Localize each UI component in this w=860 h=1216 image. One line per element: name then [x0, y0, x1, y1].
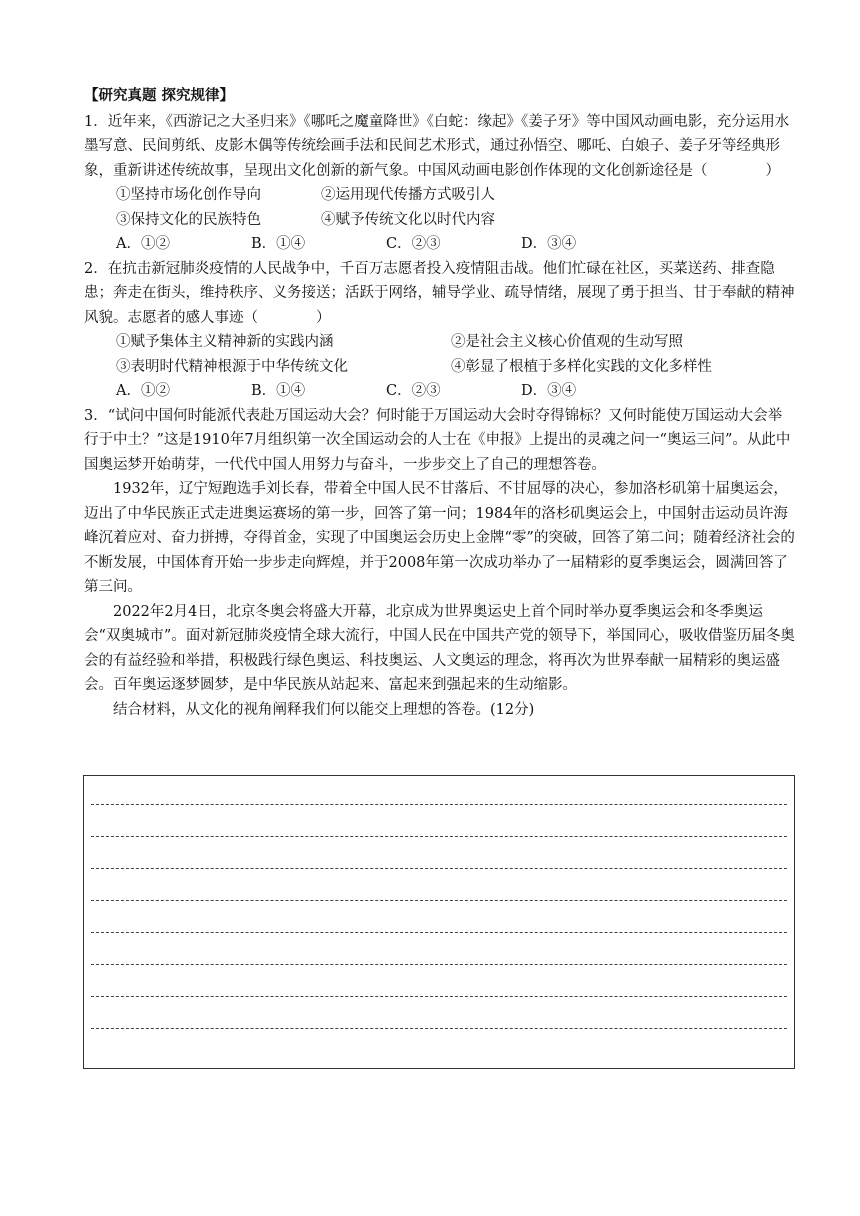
q1-item-2: ②运用现代传播方式吸引人	[321, 187, 495, 203]
q1-choice-c: C．②③	[386, 236, 441, 252]
q2-options-row-1	[84, 330, 796, 355]
q3-material-paragraph-3: 2022年2月4日，北京冬奥会将盛大开幕，北京成为世界奥运史上首个同时举办夏季奥运会和冬季奥运会“双奥城市”。面对新冠肺炎疫情全球大流行，中国人民在中国共产党的领导下，举国同心，吸收借鉴历届冬奥会的有益经验和举措，积极践行绿色奥运、科技奥运、人文奥运的理念，将再次为世界奉献一届精彩的奥运盛会。百年奥运逐梦圆梦，是中华民族从站起来、富起来到强起来的生动缩影。	[84, 603, 795, 693]
q2-item-2: ②是社会主义核心价值观的生动写照	[451, 334, 683, 350]
q2-item-1: ①赋予集体主义精神新的实践内涵	[116, 334, 334, 350]
q1-answer-choices	[84, 232, 796, 257]
answer-line	[91, 900, 787, 901]
q2-choice-b: B．①④	[251, 383, 306, 399]
q1-options-row-2	[84, 208, 796, 233]
q2-item-4: ④彰显了根植于多样化实践的文化多样性	[451, 358, 712, 375]
answer-line	[91, 868, 787, 869]
q2-options-row-2	[84, 355, 796, 380]
q1-choice-b: B．①④	[251, 236, 306, 252]
answer-line	[91, 804, 787, 805]
q2-choice-d: D．③④	[521, 383, 577, 399]
answer-line	[91, 1028, 787, 1029]
answer-box[interactable]	[83, 775, 795, 1069]
q1-item-1: ①坚持市场化创作导向	[116, 187, 261, 203]
q3-material-paragraph-1: 3．“试问中国何时能派代表赴万国运动大会？何时能于万国运动大会时夺得锦标？又何时能使万国运动大会举行于中土？”这是1910年7月组织第一次全国运动会的人士在《申报》上提出的灵魂之问一“奥运三问”。从此中国奥运梦开始萌芽，一代代中国人用努力与奋斗，一步步交上了自己的理想答卷。	[84, 407, 791, 473]
q3-prompt: 结合材料，从文化的视角阐释我们何以能交上理想的答卷。(12分)	[113, 701, 535, 718]
q2-stem: 2．在抗击新冠肺炎疫情的人民战争中，千百万志愿者投入疫情阻击战。他们忙碌在社区，买菜送药、排查隐患；奔走在街头，维持秩序、义务接送；活跃于网络，辅导学业、疏导情绪，展现了勇于担当、甘于奉献的精神风貌。志愿者的感人事迹（ ）	[84, 260, 795, 326]
worksheet	[84, 84, 796, 722]
answer-line	[91, 932, 787, 933]
q2-answer-choices	[84, 379, 796, 404]
answer-line	[91, 964, 787, 965]
q1-item-4: ④赋予传统文化以时代内容	[321, 211, 495, 228]
answer-line	[91, 836, 787, 837]
answer-line	[91, 996, 787, 997]
q2-choice-c: C．②③	[386, 383, 441, 399]
q1-stem: 1．近年来，《西游记之大圣归来》《哪吒之魔童降世》《白蛇：缘起》《姜子牙》等中国风动画电影，充分运用水墨写意、民间剪纸、皮影木偶等传统绘画手法和民间艺术形式，通过孙悟空、哪吒、白娘子、姜子牙等经典形象，重新讲述传统故事，呈现出文化创新的新气象。中国风动画电影创作体现的文化创新途径是（ ）	[84, 113, 790, 179]
q1-choice-d: D．③④	[521, 236, 577, 252]
q2-item-3: ③表明时代精神根源于中华传统文化	[116, 358, 348, 375]
section-title: 【研究真题 探究规律】	[84, 88, 235, 104]
q1-item-3: ③保持文化的民族特色	[116, 211, 261, 228]
q2-choice-a: A．①②	[116, 383, 170, 399]
q1-choice-a: A．①②	[116, 236, 170, 252]
q3-material-paragraph-2: 1932年，辽宁短跑选手刘长春，带着全中国人民不甘落后、不甘屈辱的决心，参加洛杉矶第十届奥运会，迈出了中华民族正式走进奥运赛场的第一步，回答了第一问；1984年的洛杉矶奥运会上，中国射击运动员许海峰沉着应对、奋力拼搏，夺得首金，实现了中国奥运会历史上金牌“零”的突破，回答了第二问；随着经济社会的不断发展，中国体育开始一步步走向辉煌，并于2008年第一次成功举办了一届精彩的夏季奥运会，圆满回答了第三问。	[84, 481, 795, 595]
q1-options-row-1	[84, 183, 796, 208]
